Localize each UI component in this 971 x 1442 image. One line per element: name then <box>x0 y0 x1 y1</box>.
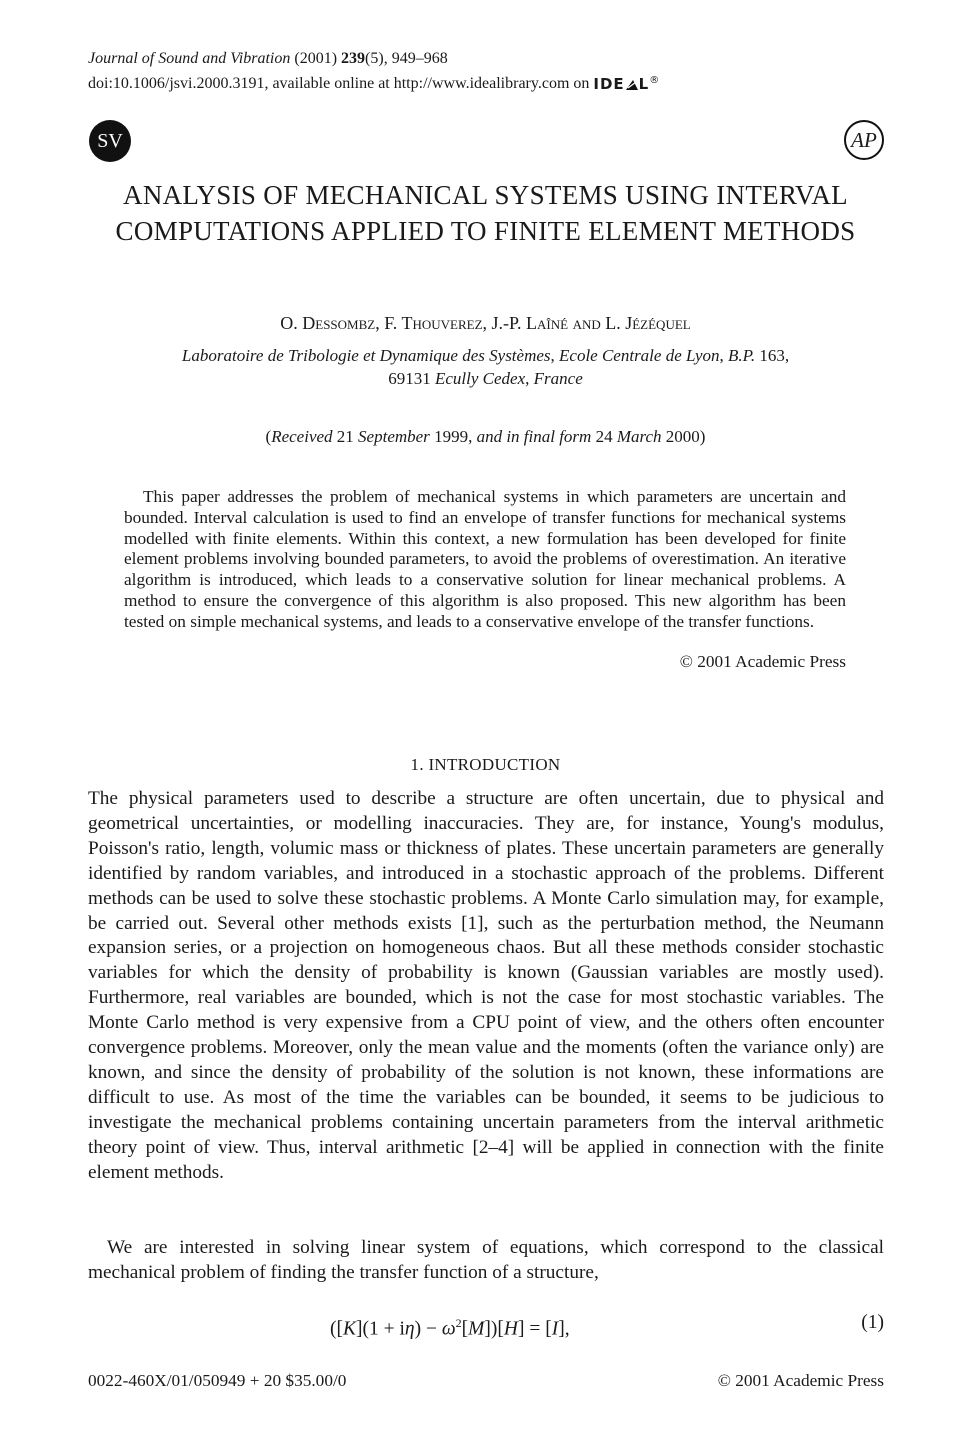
affiliation-lab: Laboratoire de Tribologie et Dynamique des Systèmes <box>181 346 551 365</box>
journal-volume: 239 <box>341 50 366 67</box>
ideal-registered: ® <box>649 75 661 86</box>
received-month: September <box>358 427 430 446</box>
affiliation-city: Ecully Cedex <box>435 369 526 388</box>
affiliation-bp-number: 163, <box>759 346 790 365</box>
journal-name: Journal of Sound and Vibration <box>88 50 291 67</box>
final-day: 24 <box>595 427 613 446</box>
received-dates: (Received 21 September 1999, and in final form 24 March 2000) <box>265 427 706 446</box>
equation-1: $([K](1 + i\eta) - \omega^2[M])[H] = [I]$, <box>330 1316 570 1340</box>
equation-number: (1) <box>861 1312 884 1333</box>
affiliation-country: France <box>533 369 583 388</box>
ideal-logo-text: IDE <box>593 75 625 93</box>
authors: O. Dessombz, F. Thouverez, J.-P. Laîné and L. Jézéquel <box>280 313 691 333</box>
body-paragraph-1: The physical parameters used to describe a structure are often uncertain, due to physical and geometrical uncertainties, or modelling inaccuracies. They are, for instance, Young's modulus, Poisson's ratio, length, volumic mass or thickness of plates. These uncertain parameters are generally identified by random variables, and introduced in a stochastic approach of the problems. Different methods can be used to solve these stochastic problems. A Monte Carlo simulation may, for example, be carried out. Several other methods exists [1], such as the perturbation method, the Neumann expansion series, or a projection on homogeneous chaos. But all these methods consider stochastic variables for which the density of probability is known (Gaussian variables are mostly used). Furthermore, real variables are bounded, which is not the case for most stochastic variables. The Monte Carlo method is very expensive from a CPU point of view, and the others often encounter convergence problems. Moreover, only the mean value and the moments (often the variance only) are known, and since the density of probability of the solution is not known, these informations are difficult to use. As most of the time the variables can be bounded, it seems to be judicious to investigate the mechanical problems containing uncertain parameters from the interval arithmetic theory point of view. Thus, interval arithmetic [2–4] will be applied in connection with the finite element methods. <box>88 788 884 1183</box>
ideal-logo <box>593 70 660 95</box>
section-heading <box>60 754 911 776</box>
ap-seal-text: AP <box>851 127 877 152</box>
abstract: This paper addresses the problem of mechanical systems in which parameters are uncertain and bounded. Interval calculation is used to find an envelope of transfer functions for mechanical systems modelled with finite elements. Within this context, a new formulation has been developed for finite element problems involving bounded parameters, to avoid the problems of overestimation. An iterative algorithm is introduced, which leads to a conservative solution for linear mechanical problems. A method to ensure the convergence of this algorithm is also proposed. This new algorithm has been tested on simple mechanical systems, and leads to a conservative envelope of the transfer functions. <box>124 487 846 631</box>
doi-line <box>88 70 660 95</box>
received-label: Received <box>271 427 333 446</box>
affiliation-bp-label: B.P. <box>728 346 756 365</box>
ap-seal-logo <box>844 120 884 160</box>
journal-issue-pages: (5), 949–968 <box>365 50 448 67</box>
received-year: 1999, <box>434 427 473 446</box>
affiliation: Laboratoire de Tribologie et Dynamique des Systèmes, Ecole Centrale de Lyon, B.P. 163, 69131 Ecully Cedex, France <box>181 346 790 388</box>
section-title: INTRODUCTION <box>428 755 561 774</box>
final-form-label: and in final form <box>476 427 592 446</box>
paper-title: ANALYSIS OF MECHANICAL SYSTEMS USING INTERVAL COMPUTATIONS APPLIED TO FINITE ELEMENT METHODS <box>115 180 856 246</box>
footer-issn-price: 0022-460X/01/050949 + 20 $35.00/0 <box>88 1371 347 1390</box>
abstract-copyright: © 2001 Academic Press <box>679 652 846 671</box>
final-month: March <box>616 427 662 446</box>
sv-seal-text: SV <box>97 129 123 152</box>
footer-copyright: © 2001 Academic Press <box>717 1371 884 1390</box>
body-paragraph-2: We are interested in solving linear system of equations, which correspond to the classical mechanical problem of finding the transfer function of a structure, <box>88 1237 884 1283</box>
affiliation-postcode: 69131 <box>388 369 431 388</box>
sv-seal-logo <box>89 120 131 162</box>
section-number: 1. <box>410 755 424 774</box>
received-day: 21 <box>336 427 354 446</box>
ideal-logo-tail: L <box>638 75 650 93</box>
final-year: 2000) <box>665 427 706 446</box>
journal-year: (2001) <box>294 50 338 67</box>
doi-text: doi:10.1006/jsvi.2000.3191, available online at http://www.idealibrary.com on <box>88 75 590 92</box>
journal-citation <box>88 48 448 70</box>
ideal-arrow-icon <box>625 77 639 91</box>
affiliation-school: Ecole Centrale de Lyon <box>559 346 720 365</box>
